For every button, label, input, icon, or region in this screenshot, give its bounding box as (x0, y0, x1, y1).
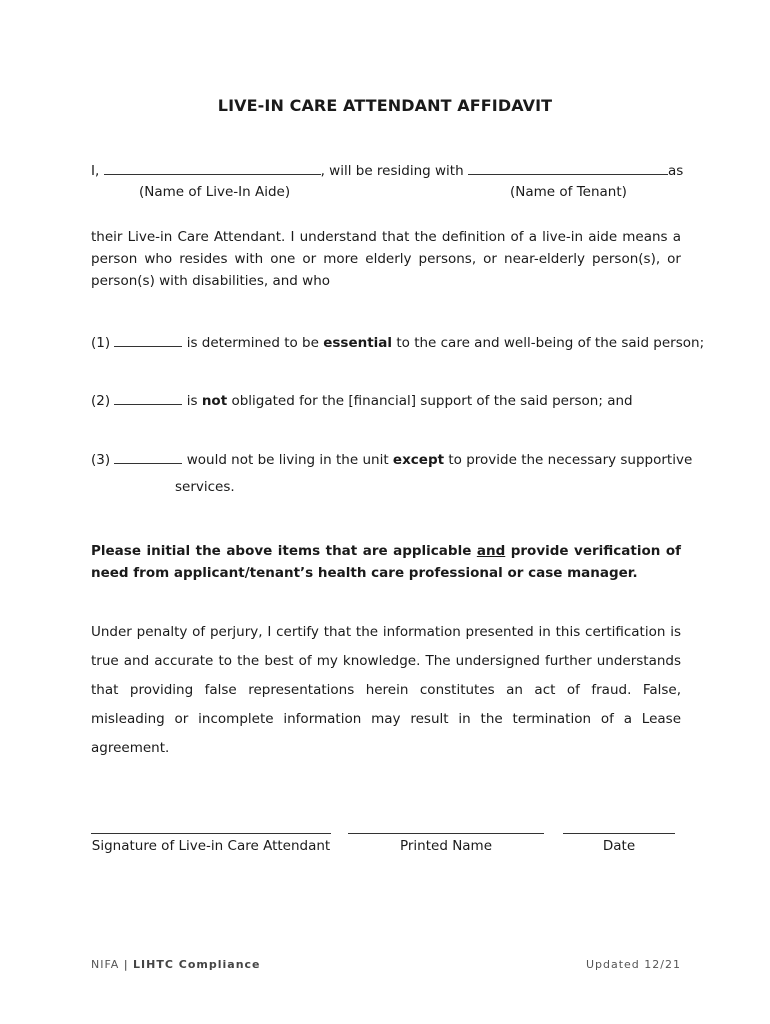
footer-org: NIFA (91, 958, 120, 971)
document-title: LIVE-IN CARE ATTENDANT AFFIDAVIT (217, 96, 553, 115)
item-1-initial-field[interactable] (114, 333, 182, 347)
item-2 (91, 391, 633, 409)
item-3-continuation: services. (175, 479, 235, 495)
footer-left (91, 958, 261, 971)
instruction-part2: provide verification of need from applicant/tenant’s health care professional or case manager. (91, 543, 682, 581)
intro-i-label: I, (91, 163, 100, 179)
item-text: obligated for the [financial] support of the said person; and (231, 393, 633, 409)
instruction-paragraph (91, 540, 681, 584)
certification-paragraph: Under penalty of perjury, I certify that the information presented in this certification is true and accurate to the best of my knowledge. The undersigned further understands that providing false representations herein constitutes an act of fraud. False, misleading or incomplete information may result in the termination of a Lease agreement. (91, 624, 681, 756)
item-number: (3) (91, 452, 111, 468)
item-emphasis: not (201, 393, 228, 409)
item-emphasis: essential (323, 335, 393, 351)
item-3-initial-field[interactable] (114, 450, 182, 464)
printed-name-line[interactable] (348, 833, 544, 834)
aide-name-caption: (Name of Live-In Aide) (139, 184, 291, 200)
definition-paragraph: their Live-in Care Attendant. I understand that the definition of a live-in aide means a person who resides with one or more elderly persons, or near-elderly person(s), or person(s) with disabilities, and who (91, 229, 681, 289)
footer-updated: Updated 12/21 (585, 958, 681, 971)
item-text: to provide the necessary supportive (448, 452, 693, 468)
footer-program: LIHTC Compliance (133, 958, 261, 971)
date-label: Date (602, 838, 636, 854)
instruction-underlined: and (476, 543, 506, 559)
item-number: (2) (91, 393, 111, 409)
item-3 (91, 450, 692, 468)
item-emphasis: except (392, 452, 445, 468)
tenant-name-caption: (Name of Tenant) (510, 184, 627, 200)
date-line[interactable] (563, 833, 675, 834)
item-text: is determined to be (186, 335, 319, 351)
item-number: (1) (91, 335, 111, 351)
item-2-initial-field[interactable] (114, 391, 182, 405)
instruction-part1: Please initial the above items that are applicable (91, 543, 472, 559)
item-text: is (186, 393, 198, 409)
intro-as-text: as (667, 163, 684, 179)
item-1 (91, 333, 704, 351)
signature-line[interactable] (91, 833, 331, 834)
aide-name-field[interactable] (104, 161, 321, 175)
item-text: to the care and well-being of the said person; (396, 335, 705, 351)
tenant-name-field[interactable] (468, 161, 668, 175)
printed-name-label: Printed Name (399, 838, 493, 854)
intro-line (91, 161, 683, 179)
intro-residing-text: , will be residing with (320, 163, 464, 179)
signature-label: Signature of Live-in Care Attendant (91, 838, 331, 854)
item-text: would not be living in the unit (186, 452, 389, 468)
footer-separator: | (123, 958, 129, 971)
